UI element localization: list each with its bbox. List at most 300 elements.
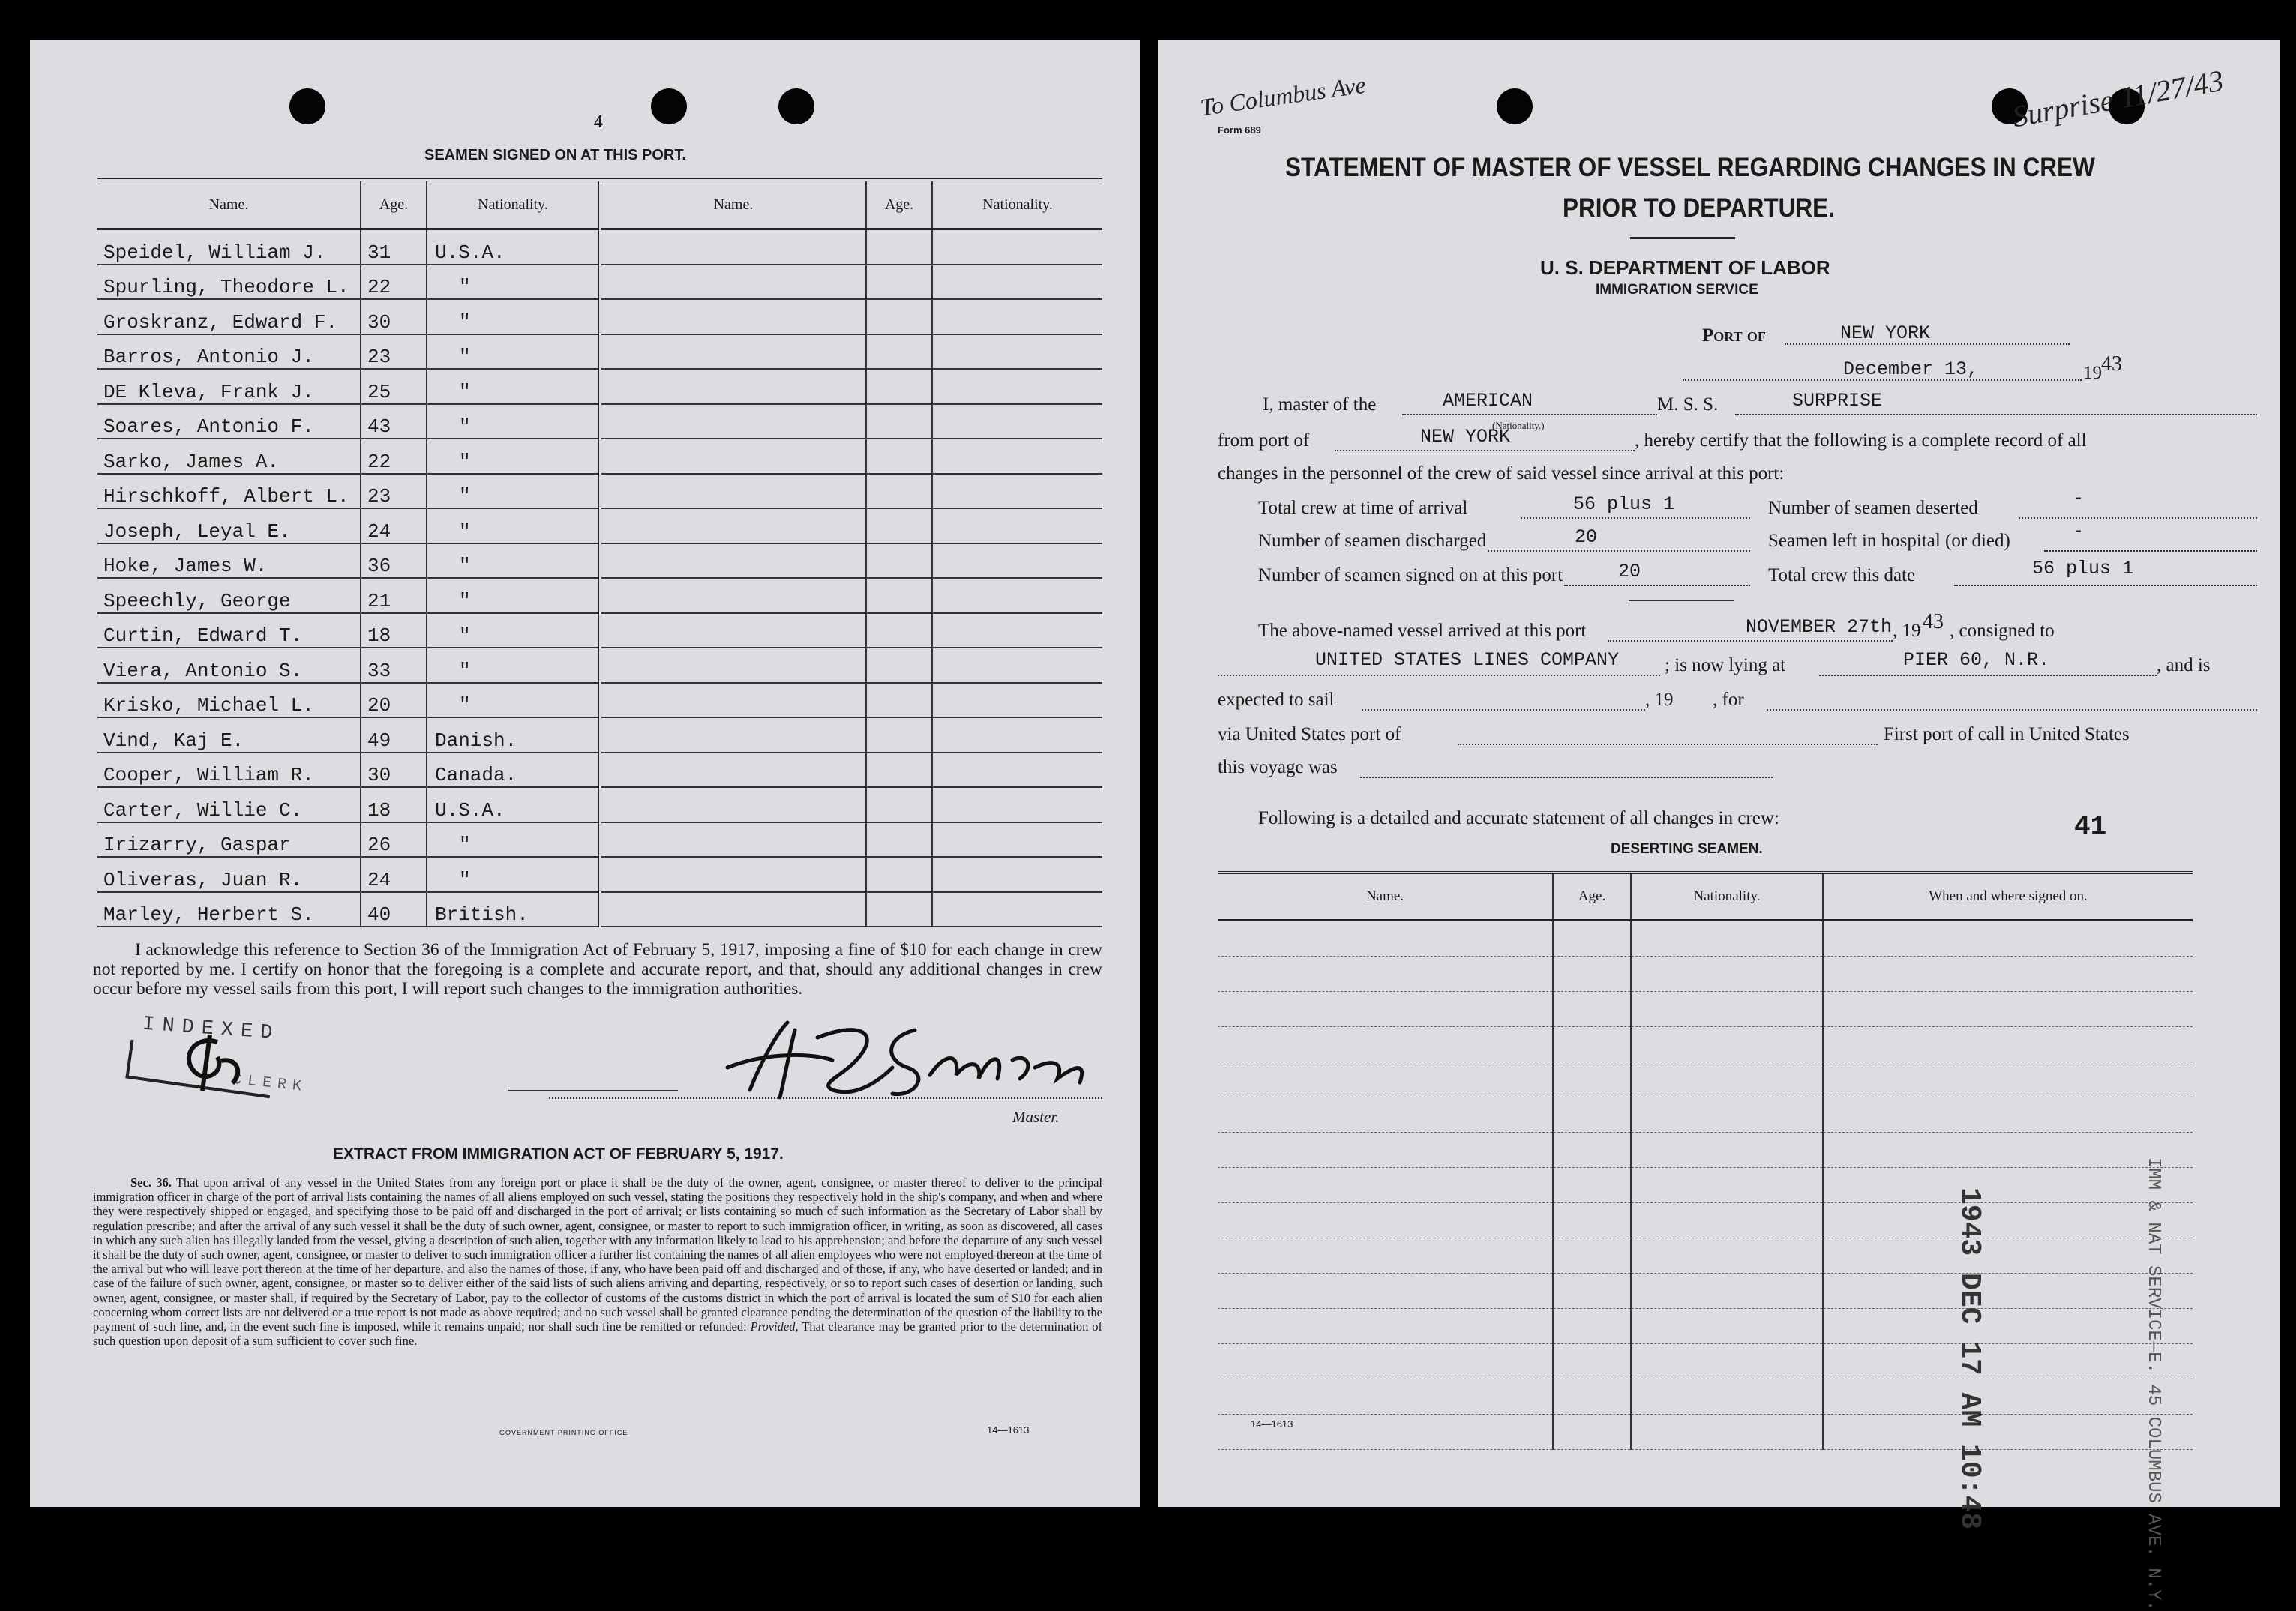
proviso-body: That clearance may be granted prior to the determination of such question upon deposit of a sum sufficient to cover such fine. bbox=[93, 1319, 1102, 1349]
empty-cell bbox=[932, 822, 1102, 858]
empty-cell bbox=[932, 474, 1102, 509]
section-body: That upon arrival of any vessel in the United States from any foreign port or place it shall be the duty of the owner, agent, consignee, or master thereof to deliver to the principal immigration officer in charge of the port of arrival lists containing the names of all aliens employed on such vessel, stating the positions they respectively hold in the ship's company, and when and where they were respectively shipped or engaged, and specifying those to be paid off and discharged in the port of arrival; or lists containing so much of such information as the Secretary of Labor shall by regulation prescribe; and after the arrival of any such vessel it shall be the duty of such owner, agent, consignee, or master to report to such immigration officer, in writing, as soon as discovered, all cases in which any such alien has illegally landed from the vessel, giving a description of such alien, together with any information likely to lead to his apprehension; and before the departure of any such vessel it shall be the duty of such owner, agent, consignee, or master to deliver to such immigration officer a further list containing the names of all alien employees who were not employed thereon at the time of the arrival but who will leave port thereon at the time of her departure, and also the names of those, if any, who have been paid off and discharged and of those, if any, who have deserted or landed; and in case of the failure of such owner, agent, consignee, or master so to deliver either of the said lists of such aliens arriving and departing, respectively, or so to report such cases of desertion or landing, such owner, agent, consignee, or master shall, if required by the Secretary of Labor, pay to the collector of customs of the customs district in which the port of arrival is located the sum of $10 for each alien concerning whom correct lists are not delivered or a true report is not made as above required; and no such vessel shall be granted clearance pending the determination of the question of the liability to the payment of such fine, and, in the event such fine is imposed, while it remains unpaid; nor shall such fine be remitted or refunded: bbox=[93, 1175, 1102, 1334]
table-row bbox=[97, 369, 1102, 404]
empty-cell bbox=[600, 404, 866, 439]
empty-cell bbox=[866, 543, 932, 579]
consigned-text: , consigned to bbox=[1950, 621, 2055, 641]
acknowledgement-text: I acknowledge this reference to Section 36 of the Immigration Act of February 5, 1917, imposing a fine of $10 for each change in crew not reported by me. I certify on honor that the foregoing is a complete and accurate report, and that, should any additional changes in crew occur before my vessel sails from this port, I will report such changes to the immigration authorities. bbox=[93, 940, 1102, 999]
empty-cell bbox=[1553, 1238, 1631, 1274]
empty-cell bbox=[600, 787, 866, 822]
empty-cell bbox=[1823, 1168, 2193, 1203]
crew-nationality: " bbox=[427, 369, 600, 404]
port-value: NEW YORK bbox=[1840, 322, 1931, 344]
empty-cell bbox=[1631, 921, 1823, 957]
crew-age: 18 bbox=[361, 613, 427, 648]
empty-cell bbox=[1631, 1027, 1823, 1062]
table-row bbox=[97, 543, 1102, 579]
empty-cell bbox=[932, 578, 1102, 613]
empty-cell bbox=[866, 787, 932, 822]
crew-age: 23 bbox=[361, 334, 427, 370]
empty-cell bbox=[866, 508, 932, 543]
service-stamp: IMM & NAT SERVICE—E. 45 COLUMBUS AVE. N.Y. bbox=[2143, 1157, 2163, 1611]
discharged-line bbox=[1488, 550, 1750, 552]
crew-nationality: " bbox=[427, 334, 600, 370]
table-row bbox=[97, 508, 1102, 543]
form-title-line-1: STATEMENT OF MASTER OF VESSEL REGARDING CHANGES IN CREW bbox=[1285, 153, 2095, 182]
crew-nationality: Canada. bbox=[427, 753, 600, 788]
crew-name: Soares, Antonio F. bbox=[97, 404, 361, 439]
empty-cell bbox=[932, 369, 1102, 404]
crew-table bbox=[97, 178, 1102, 927]
table-row bbox=[1218, 1168, 2193, 1203]
master-signature bbox=[705, 1008, 1095, 1105]
empty-cell bbox=[866, 369, 932, 404]
empty-cell bbox=[600, 439, 866, 474]
table-row bbox=[97, 717, 1102, 753]
empty-cell bbox=[1631, 1379, 1823, 1415]
vessel-name: SURPRISE bbox=[1792, 390, 1883, 412]
empty-cell bbox=[600, 369, 866, 404]
crew-name: Vind, Kaj E. bbox=[97, 717, 361, 753]
table-row bbox=[1218, 1274, 2193, 1309]
empty-cell bbox=[1218, 921, 1553, 957]
empty-cell bbox=[1218, 1133, 1553, 1168]
section-36-text bbox=[93, 1175, 1102, 1348]
voyage-text: this voyage was bbox=[1218, 757, 1338, 777]
empty-cell bbox=[600, 648, 866, 683]
for-text: , for bbox=[1713, 690, 1744, 710]
clerk-initials bbox=[165, 1027, 255, 1094]
empty-cell bbox=[1218, 957, 1553, 992]
empty-cell bbox=[932, 717, 1102, 753]
table-row bbox=[1218, 1203, 2193, 1238]
crew-nationality: Danish. bbox=[427, 717, 600, 753]
hospital-line bbox=[2044, 550, 2257, 552]
table-row bbox=[97, 334, 1102, 370]
empty-cell bbox=[1553, 1379, 1631, 1415]
empty-cell bbox=[932, 299, 1102, 334]
column-header: Age. bbox=[1553, 873, 1631, 921]
column-header: Name. bbox=[97, 180, 361, 229]
empty-cell bbox=[1823, 1097, 2193, 1133]
empty-cell bbox=[932, 753, 1102, 788]
punch-hole bbox=[1497, 88, 1533, 124]
form-number: Form 689 bbox=[1218, 124, 1261, 136]
crew-nationality: U.S.A. bbox=[427, 229, 600, 265]
table-row bbox=[1218, 1238, 2193, 1274]
crew-nationality: " bbox=[427, 404, 600, 439]
empty-cell bbox=[1823, 921, 2193, 957]
empty-cell bbox=[1218, 1379, 1553, 1415]
table-row bbox=[1218, 1415, 2193, 1450]
divider bbox=[508, 1090, 678, 1091]
table-row bbox=[1218, 1027, 2193, 1062]
empty-cell bbox=[932, 508, 1102, 543]
crew-name: DE Kleva, Frank J. bbox=[97, 369, 361, 404]
nationality-line bbox=[1402, 414, 1657, 415]
column-header: Age. bbox=[361, 180, 427, 229]
crew-nationality: " bbox=[427, 439, 600, 474]
empty-cell bbox=[1631, 1133, 1823, 1168]
table-row bbox=[97, 787, 1102, 822]
empty-cell bbox=[932, 613, 1102, 648]
service: IMMIGRATION SERVICE bbox=[1596, 282, 1758, 298]
expected-line bbox=[1362, 709, 1645, 711]
table-row bbox=[97, 229, 1102, 265]
crew-nationality: " bbox=[427, 474, 600, 509]
signed-on-label: Number of seamen signed on at this port bbox=[1258, 565, 1563, 585]
column-header: Name. bbox=[1218, 873, 1553, 921]
hospital-label: Seamen left in hospital (or died) bbox=[1768, 531, 2010, 551]
empty-cell bbox=[866, 265, 932, 300]
table-row bbox=[97, 857, 1102, 892]
crew-name: Marley, Herbert S. bbox=[97, 892, 361, 927]
empty-cell bbox=[1823, 1415, 2193, 1450]
total-arrival-label: Total crew at time of arrival bbox=[1258, 498, 1468, 518]
crew-name: Speechly, George bbox=[97, 578, 361, 613]
empty-cell bbox=[600, 857, 866, 892]
empty-cell bbox=[1218, 1062, 1553, 1097]
table-row bbox=[97, 265, 1102, 300]
punch-hole bbox=[651, 88, 687, 124]
empty-cell bbox=[1823, 1344, 2193, 1379]
table-row bbox=[1218, 1062, 2193, 1097]
crew-nationality: " bbox=[427, 683, 600, 718]
empty-cell bbox=[600, 613, 866, 648]
column-header: Nationality. bbox=[932, 180, 1102, 229]
vessel-line bbox=[1735, 414, 2257, 415]
crew-name: Curtin, Edward T. bbox=[97, 613, 361, 648]
voyage-line bbox=[1360, 777, 1773, 778]
empty-cell bbox=[1631, 1168, 1823, 1203]
proviso-label: Provided, bbox=[750, 1319, 799, 1334]
deserted-line bbox=[2019, 517, 2257, 519]
right-page bbox=[1158, 40, 2280, 1611]
consignee: UNITED STATES LINES COMPANY bbox=[1315, 649, 1620, 671]
crew-age: 33 bbox=[361, 648, 427, 683]
empty-cell bbox=[866, 229, 932, 265]
empty-cell bbox=[1553, 1274, 1631, 1309]
discharged-label: Number of seamen discharged bbox=[1258, 531, 1487, 551]
empty-cell bbox=[600, 578, 866, 613]
crew-nationality: " bbox=[427, 299, 600, 334]
empty-cell bbox=[600, 474, 866, 509]
crew-name: Joseph, Leyal E. bbox=[97, 508, 361, 543]
following-text: Following is a detailed and accurate statement of all changes in crew: bbox=[1258, 808, 1779, 828]
nationality-caption: (Nationality.) bbox=[1492, 420, 1545, 431]
empty-cell bbox=[866, 822, 932, 858]
empty-cell bbox=[1553, 1168, 1631, 1203]
crew-name: Sarko, James A. bbox=[97, 439, 361, 474]
crew-nationality: U.S.A. bbox=[427, 787, 600, 822]
crew-name: Hoke, James W. bbox=[97, 543, 361, 579]
deserted-value: - bbox=[2073, 487, 2085, 509]
crew-name: Krisko, Michael L. bbox=[97, 683, 361, 718]
empty-cell bbox=[1218, 1309, 1553, 1344]
crew-nationality: " bbox=[427, 857, 600, 892]
crew-name: Groskranz, Edward F. bbox=[97, 299, 361, 334]
crew-name: Oliveras, Juan R. bbox=[97, 857, 361, 892]
left-page bbox=[30, 40, 1140, 1507]
column-header: Nationality. bbox=[427, 180, 600, 229]
empty-cell bbox=[1631, 1062, 1823, 1097]
crew-name: Spurling, Theodore L. bbox=[97, 265, 361, 300]
empty-cell bbox=[932, 439, 1102, 474]
crew-age: 20 bbox=[361, 683, 427, 718]
empty-cell bbox=[1553, 1203, 1631, 1238]
punch-hole bbox=[778, 88, 814, 124]
crew-age: 24 bbox=[361, 857, 427, 892]
crew-age: 21 bbox=[361, 578, 427, 613]
signed-on-line bbox=[1564, 585, 1750, 586]
arrived-year: 43 bbox=[1923, 610, 1944, 633]
crew-age: 18 bbox=[361, 787, 427, 822]
from-port-line bbox=[1335, 450, 1635, 451]
empty-cell bbox=[1553, 921, 1631, 957]
empty-cell bbox=[1218, 1344, 1553, 1379]
table-row bbox=[97, 439, 1102, 474]
column-header: Age. bbox=[866, 180, 932, 229]
empty-cell bbox=[1553, 1133, 1631, 1168]
table-row bbox=[97, 822, 1102, 858]
crew-age: 40 bbox=[361, 892, 427, 927]
table-row bbox=[1218, 1309, 2193, 1344]
and-is-text: , and is bbox=[2157, 655, 2211, 675]
stamp-number: 41 bbox=[2074, 811, 2107, 842]
table-row bbox=[97, 753, 1102, 788]
port-label: Port of bbox=[1702, 325, 1766, 346]
crew-name: Speidel, William J. bbox=[97, 229, 361, 265]
table-row bbox=[97, 683, 1102, 718]
empty-cell bbox=[1553, 1344, 1631, 1379]
empty-cell bbox=[866, 439, 932, 474]
deserting-heading: DESERTING SEAMEN. bbox=[1611, 841, 1763, 857]
empty-cell bbox=[1631, 1203, 1823, 1238]
empty-cell bbox=[600, 892, 866, 927]
crew-age: 36 bbox=[361, 543, 427, 579]
form-code: 14—1613 bbox=[1251, 1418, 1293, 1430]
crew-age: 25 bbox=[361, 369, 427, 404]
signed-on-value: 20 bbox=[1618, 561, 1641, 582]
section-heading: SEAMEN SIGNED ON AT THIS PORT. bbox=[424, 147, 686, 163]
empty-cell bbox=[1631, 957, 1823, 992]
department: U. S. DEPARTMENT OF LABOR bbox=[1540, 256, 1830, 279]
crew-nationality: " bbox=[427, 578, 600, 613]
empty-cell bbox=[866, 857, 932, 892]
empty-cell bbox=[866, 892, 932, 927]
empty-cell bbox=[600, 753, 866, 788]
from-port-value: NEW YORK bbox=[1420, 426, 1511, 448]
via-text: via United States port of bbox=[1218, 724, 1401, 744]
first-port-text: First port of call in United States bbox=[1884, 724, 2130, 744]
total-arrival-value: 56 plus 1 bbox=[1573, 493, 1675, 515]
table-row bbox=[97, 648, 1102, 683]
empty-cell bbox=[600, 299, 866, 334]
total-date-label: Total crew this date bbox=[1768, 565, 1916, 585]
empty-cell bbox=[932, 857, 1102, 892]
empty-cell bbox=[1631, 1415, 1823, 1450]
empty-cell bbox=[1553, 992, 1631, 1027]
empty-cell bbox=[600, 229, 866, 265]
hospital-value: - bbox=[2073, 520, 2085, 542]
year-prefix: 19 bbox=[2083, 363, 2102, 383]
empty-cell bbox=[1553, 957, 1631, 992]
arrived-text: The above-named vessel arrived at this port bbox=[1258, 621, 1587, 641]
empty-cell bbox=[1823, 1309, 2193, 1344]
empty-cell bbox=[866, 299, 932, 334]
empty-cell bbox=[600, 265, 866, 300]
crew-nationality: " bbox=[427, 822, 600, 858]
crew-name: Irizarry, Gaspar bbox=[97, 822, 361, 858]
clerk-stamp: CLERK bbox=[232, 1071, 308, 1097]
empty-cell bbox=[866, 717, 932, 753]
empty-cell bbox=[600, 717, 866, 753]
empty-cell bbox=[1553, 1309, 1631, 1344]
nationality-value: AMERICAN bbox=[1443, 390, 1533, 412]
empty-cell bbox=[1631, 992, 1823, 1027]
table-row bbox=[1218, 1344, 2193, 1379]
crew-nationality: British. bbox=[427, 892, 600, 927]
table-row bbox=[1218, 1379, 2193, 1415]
empty-cell bbox=[932, 404, 1102, 439]
empty-cell bbox=[932, 787, 1102, 822]
for-line bbox=[1767, 709, 2257, 711]
empty-cell bbox=[600, 508, 866, 543]
table-row bbox=[1218, 992, 2193, 1027]
pier: PIER 60, N.R. bbox=[1903, 649, 2050, 671]
handwritten-note: To Columbus Ave bbox=[1198, 70, 1368, 121]
empty-cell bbox=[1823, 1027, 2193, 1062]
table-row bbox=[97, 404, 1102, 439]
crew-age: 30 bbox=[361, 753, 427, 788]
empty-cell bbox=[866, 613, 932, 648]
printing-office: GOVERNMENT PRINTING OFFICE bbox=[499, 1429, 628, 1436]
title-rule bbox=[1630, 237, 1735, 239]
crew-age: 31 bbox=[361, 229, 427, 265]
year-suffix: 43 bbox=[2101, 352, 2122, 376]
empty-cell bbox=[1823, 1379, 2193, 1415]
total-arrival-line bbox=[1521, 517, 1750, 519]
arrived-date: NOVEMBER 27th bbox=[1746, 616, 1893, 638]
vessel-type: M. S. S. bbox=[1657, 394, 1719, 415]
empty-cell bbox=[1553, 1097, 1631, 1133]
column-header: Name. bbox=[600, 180, 866, 229]
empty-cell bbox=[932, 543, 1102, 579]
deserting-table bbox=[1218, 871, 2193, 1450]
crew-name: Viera, Antonio S. bbox=[97, 648, 361, 683]
empty-cell bbox=[1553, 1062, 1631, 1097]
empty-cell bbox=[1823, 992, 2193, 1027]
punch-hole bbox=[289, 88, 325, 124]
crew-age: 23 bbox=[361, 474, 427, 509]
empty-cell bbox=[1631, 1309, 1823, 1344]
crew-name: Carter, Willie C. bbox=[97, 787, 361, 822]
empty-cell bbox=[1631, 1238, 1823, 1274]
form-code: 14—1613 bbox=[987, 1424, 1030, 1436]
crew-nationality: " bbox=[427, 265, 600, 300]
via-line bbox=[1458, 744, 1878, 745]
table-row bbox=[1218, 1097, 2193, 1133]
lying-text: ; is now lying at bbox=[1665, 655, 1786, 675]
empty-cell bbox=[932, 229, 1102, 265]
empty-cell bbox=[932, 334, 1102, 370]
arrived-year-prefix: , 19 bbox=[1893, 621, 1921, 641]
table-row bbox=[97, 578, 1102, 613]
empty-cell bbox=[1823, 1203, 2193, 1238]
table-row bbox=[97, 299, 1102, 334]
crew-name: Cooper, William R. bbox=[97, 753, 361, 788]
table-row bbox=[97, 892, 1102, 927]
empty-cell bbox=[1631, 1344, 1823, 1379]
certify-text: , hereby certify that the following is a complete record of all bbox=[1635, 430, 2087, 451]
crew-age: 24 bbox=[361, 508, 427, 543]
handwritten-corner-note: Surprise 11/27/43 bbox=[2010, 63, 2226, 134]
table-row bbox=[1218, 957, 2193, 992]
section-label: Sec. 36. bbox=[130, 1175, 172, 1190]
crew-nationality: " bbox=[427, 613, 600, 648]
master-of-label: I, master of the bbox=[1263, 394, 1377, 415]
empty-cell bbox=[1218, 1238, 1553, 1274]
expected-year: , 19 bbox=[1645, 690, 1674, 710]
crew-name: Hirschkoff, Albert L. bbox=[97, 474, 361, 509]
empty-cell bbox=[1823, 957, 2193, 992]
master-label: Master. bbox=[1012, 1108, 1060, 1126]
empty-cell bbox=[866, 753, 932, 788]
empty-cell bbox=[1631, 1097, 1823, 1133]
indexed-stamp: INDEXED bbox=[142, 1013, 281, 1046]
from-port-label: from port of bbox=[1218, 430, 1310, 451]
crew-nationality: " bbox=[427, 543, 600, 579]
empty-cell bbox=[866, 404, 932, 439]
table-row bbox=[97, 474, 1102, 509]
pier-line bbox=[1819, 675, 2157, 676]
empty-cell bbox=[1218, 1168, 1553, 1203]
empty-cell bbox=[1823, 1062, 2193, 1097]
deserted-label: Number of seamen deserted bbox=[1768, 498, 1978, 518]
empty-cell bbox=[866, 648, 932, 683]
crew-age: 22 bbox=[361, 265, 427, 300]
total-date-line bbox=[1954, 585, 2257, 586]
empty-cell bbox=[1553, 1027, 1631, 1062]
table-row bbox=[1218, 1133, 2193, 1168]
table-row bbox=[97, 613, 1102, 648]
crew-nationality: " bbox=[427, 508, 600, 543]
empty-cell bbox=[932, 683, 1102, 718]
crew-age: 30 bbox=[361, 299, 427, 334]
form-title-line-2: PRIOR TO DEPARTURE. bbox=[1563, 193, 1835, 223]
page-number: 4 bbox=[594, 112, 603, 132]
extract-heading: EXTRACT FROM IMMIGRATION ACT OF FEBRUARY 5, 1917. bbox=[333, 1145, 784, 1163]
crew-name: Barros, Antonio J. bbox=[97, 334, 361, 370]
empty-cell bbox=[1218, 1097, 1553, 1133]
empty-cell bbox=[1823, 1274, 2193, 1309]
table-row bbox=[1218, 921, 2193, 957]
crew-age: 26 bbox=[361, 822, 427, 858]
empty-cell bbox=[600, 334, 866, 370]
expected-text: expected to sail bbox=[1218, 690, 1335, 710]
arrived-date-line bbox=[1608, 640, 1893, 642]
empty-cell bbox=[1218, 1203, 1553, 1238]
empty-cell bbox=[1823, 1133, 2193, 1168]
column-header: Nationality. bbox=[1631, 873, 1823, 921]
empty-cell bbox=[600, 543, 866, 579]
empty-cell bbox=[1553, 1415, 1631, 1450]
discharged-value: 20 bbox=[1575, 526, 1598, 548]
empty-cell bbox=[600, 683, 866, 718]
empty-cell bbox=[1218, 1274, 1553, 1309]
changes-text: changes in the personnel of the crew of said vessel since arrival at this port: bbox=[1218, 463, 1785, 484]
empty-cell bbox=[866, 683, 932, 718]
